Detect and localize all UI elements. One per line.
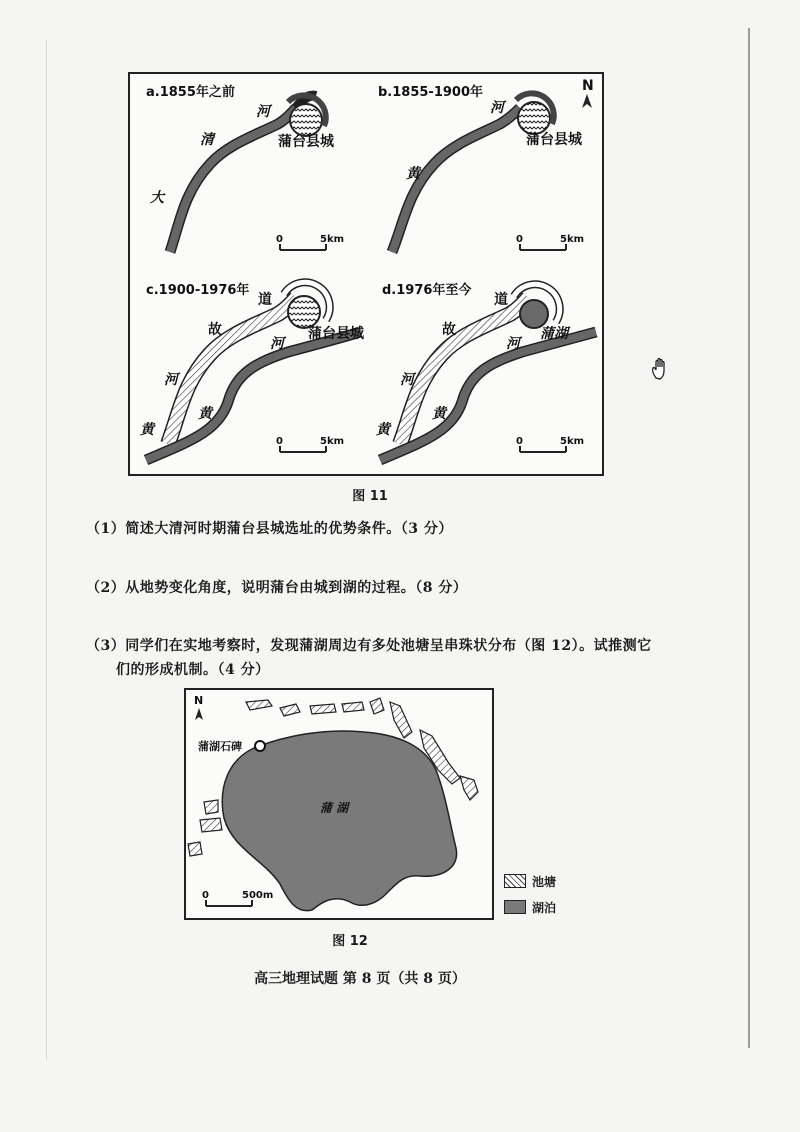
river-char: 河 xyxy=(490,100,504,116)
stele-label: 蒲湖石碑 xyxy=(198,740,242,753)
question-3-line1: （3）同学们在实地考察时，发现蒲湖周边有多处池塘呈串珠状分布（图 12）。试推测它 xyxy=(86,638,652,654)
figure-12-caption: 图 12 xyxy=(332,934,368,949)
north-arrow-label: N xyxy=(582,78,594,94)
question-3 xyxy=(86,634,676,682)
old-channel-char: 故 xyxy=(442,322,456,338)
panel-b-label: b.1855-1900年 xyxy=(378,85,484,100)
old-channel-char: 故 xyxy=(208,322,222,338)
legend-label: 池塘 xyxy=(532,874,557,889)
city-label: 蒲台县城 xyxy=(308,326,364,342)
page-footer: 高三地理试题 第 8 页（共 8 页） xyxy=(254,971,466,987)
city-icon xyxy=(290,104,322,136)
river-char: 黄 xyxy=(432,406,446,422)
stele-icon xyxy=(255,741,265,751)
lake-label: 蒲湖 xyxy=(540,326,568,342)
river-char: 河 xyxy=(506,336,520,352)
old-channel-char: 河 xyxy=(164,372,178,388)
question-2: （2）从地势变化角度，说明蒲台由城到湖的过程。（8 分） xyxy=(86,580,468,596)
old-channel-char: 黄 xyxy=(376,422,390,438)
page-edge-left xyxy=(46,40,47,1060)
scale-start: 0 xyxy=(516,234,523,245)
scale-start: 0 xyxy=(202,890,209,901)
legend-item-pond xyxy=(504,868,556,894)
city-icon xyxy=(288,296,320,328)
question-1: （1）简述大清河时期蒲台县城选址的优势条件。（3 分） xyxy=(86,521,453,537)
question-3-line2: 们的形成机制。（4 分） xyxy=(116,662,270,678)
scale-start: 0 xyxy=(516,436,523,447)
city-label: 蒲台县城 xyxy=(278,134,334,150)
figure-11-maps xyxy=(128,72,604,476)
page-edge-right xyxy=(748,28,750,1048)
city-label: 蒲台县城 xyxy=(526,132,582,148)
scale-start: 0 xyxy=(276,234,283,245)
river-char: 大 xyxy=(150,190,164,206)
lake-swatch xyxy=(504,900,526,914)
river-char: 黄 xyxy=(198,406,212,422)
old-channel-char: 河 xyxy=(400,372,414,388)
old-channel-char: 道 xyxy=(258,292,272,308)
river-char: 河 xyxy=(256,104,270,120)
figure-11-caption: 图 11 xyxy=(352,489,388,504)
lake-label: 蒲 湖 xyxy=(320,801,349,815)
legend-item-lake xyxy=(504,894,556,920)
figure-12-map xyxy=(184,688,494,920)
river-char: 清 xyxy=(200,132,214,148)
panel-c-label: c.1900-1976年 xyxy=(146,283,250,298)
scale-end: 500m xyxy=(242,890,274,901)
scale-end: 5km xyxy=(560,234,585,245)
river-char: 黄 xyxy=(406,166,420,182)
river-char: 河 xyxy=(270,336,284,352)
panel-d-label: d.1976年至今 xyxy=(382,283,472,298)
city-icon xyxy=(518,102,550,134)
north-arrow-label: N xyxy=(194,694,204,707)
old-channel-char: 黄 xyxy=(140,422,154,438)
hand-cursor-icon xyxy=(648,356,674,382)
legend-label: 湖泊 xyxy=(532,900,557,915)
pond-swatch xyxy=(504,874,526,888)
scale-end: 5km xyxy=(560,436,585,447)
panel-a-label: a.1855年之前 xyxy=(146,85,235,100)
scale-start: 0 xyxy=(276,436,283,447)
scale-end: 5km xyxy=(320,234,345,245)
old-channel-char: 道 xyxy=(494,292,508,308)
scale-end: 5km xyxy=(320,436,345,447)
lake-icon xyxy=(520,300,548,328)
figure-12-legend xyxy=(504,868,556,920)
